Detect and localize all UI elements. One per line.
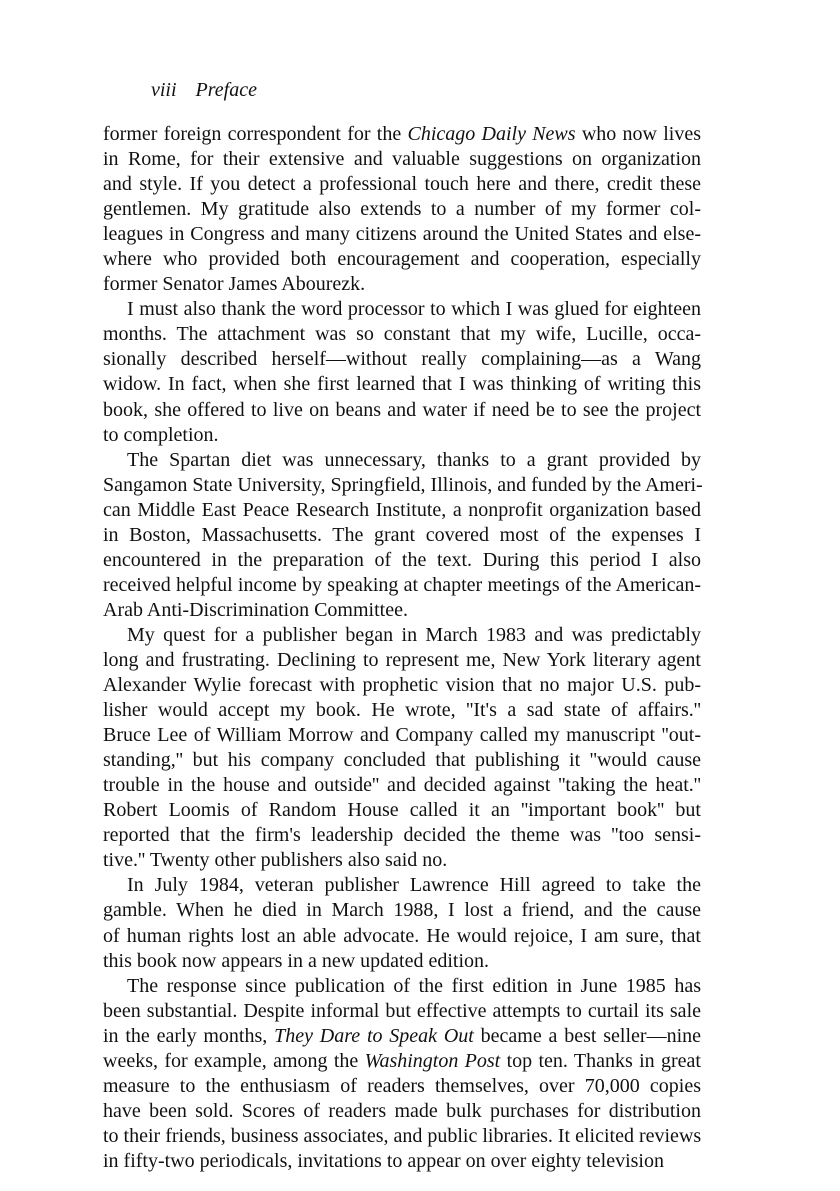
text-line: sionally described herself—without really complaining—as a Wang	[103, 348, 701, 371]
text-line: and style. If you detect a professional touch here and there, credit these	[103, 173, 701, 196]
running-head	[151, 78, 701, 102]
text-line: of human rights lost an able advocate. He would rejoice, I am sure, that	[103, 924, 701, 947]
text-line: gentlemen. My gratitude also extends to a number of my former col-	[103, 198, 701, 221]
paragraph	[103, 623, 701, 873]
text-line: long and frustrating. Declining to represent me, New York literary agent	[103, 648, 701, 671]
italic-title: Chicago Daily News	[407, 123, 576, 145]
text-line: former foreign correspondent for the Chicago Daily News who now lives	[103, 123, 701, 145]
text-line: trouble in the house and outside'' and decided against ''taking the heat.''	[103, 774, 701, 797]
text-line: standing,'' but his company concluded that publishing it ''would cause	[103, 749, 701, 772]
text-line: I must also thank the word processor to which I was glued for eighteen	[127, 298, 701, 321]
text-line: in Rome, for their extensive and valuable suggestions on organization	[103, 148, 701, 171]
text-line: where who provided both encouragement and cooperation, especially	[103, 248, 701, 271]
italic-title: Washington Post	[364, 1049, 501, 1072]
text-line: Alexander Wylie forecast with prophetic vision that no major U.S. pub-	[103, 674, 701, 697]
text-line: reported that the firm's leadership decided the theme was ''too sensi-	[103, 824, 701, 847]
text-line: In July 1984, veteran publisher Lawrence Hill agreed to take the	[127, 874, 701, 897]
text-line: former Senator James Abourezk.	[103, 273, 366, 296]
text-line: to their friends, business associates, and public libraries. It elicited reviews	[103, 1124, 702, 1147]
text-line: months. The attachment was so constant that my wife, Lucille, occa-	[103, 323, 701, 346]
body-text	[103, 122, 701, 1174]
paragraph	[103, 873, 701, 973]
text-line: in the early months, They Dare to Speak Out became a best seller—nine	[103, 1024, 702, 1047]
italic-title: They Dare to Speak Out	[274, 1024, 474, 1047]
text-line: encountered in the preparation of the text. During this period I also	[103, 548, 701, 571]
text-line: have been sold. Scores of readers made bulk purchases for distribution	[103, 1099, 701, 1122]
text-line: can Middle East Peace Research Institute, a nonprofit organization based	[103, 498, 701, 521]
text-line: The response since publication of the first edition in June 1985 has	[127, 974, 701, 997]
text-line: received helpful income by speaking at chapter meetings of the American-	[103, 573, 701, 596]
text-line: widow. In fact, when she first learned that I was thinking of writing this	[103, 373, 701, 396]
text-line: in Boston, Massachusetts. The grant covered most of the expenses I	[103, 523, 701, 546]
book-page	[103, 78, 701, 1174]
running-title: Preface	[195, 79, 257, 101]
text-line: measure to the enthusiasm of readers themselves, over 70,000 copies	[103, 1074, 701, 1097]
text-line: to completion.	[103, 423, 219, 446]
paragraph	[103, 297, 701, 447]
paragraph	[103, 122, 701, 297]
text-line: weeks, for example, among the Washington Post top ten. Thanks in great	[103, 1049, 701, 1072]
text-line: tive.'' Twenty other publishers also said no.	[103, 849, 448, 872]
text-line: gamble. When he died in March 1988, I lost a friend, and the cause	[103, 899, 701, 922]
page-number: viii	[151, 79, 177, 101]
text-line: book, she offered to live on beans and water if need be to see the project	[103, 398, 701, 421]
text-line: Arab Anti-Discrimination Committee.	[103, 598, 408, 621]
text-line: in fifty-two periodicals, invitations to appear on over eighty television	[103, 1149, 664, 1172]
text-line: been substantial. Despite informal but effective attempts to curtail its sale	[103, 999, 701, 1022]
text-line: lisher would accept my book. He wrote, ''It's a sad state of affairs.''	[103, 699, 701, 722]
text-line: Robert Loomis of Random House called it an ''important book'' but	[103, 799, 701, 822]
text-line: The Spartan diet was unnecessary, thanks to a grant provided by	[127, 448, 701, 471]
text-line: Bruce Lee of William Morrow and Company called my manuscript ''out-	[103, 724, 701, 747]
text-line: Sangamon State University, Springfield, Illinois, and funded by the Ameri-	[103, 473, 703, 496]
text-line: leagues in Congress and many citizens around the United States and else-	[103, 223, 701, 246]
paragraph	[103, 448, 701, 623]
text-line: My quest for a publisher began in March 1983 and was predictably	[127, 623, 701, 646]
text-line: this book now appears in a new updated edition.	[103, 949, 490, 972]
paragraph	[103, 974, 701, 1174]
